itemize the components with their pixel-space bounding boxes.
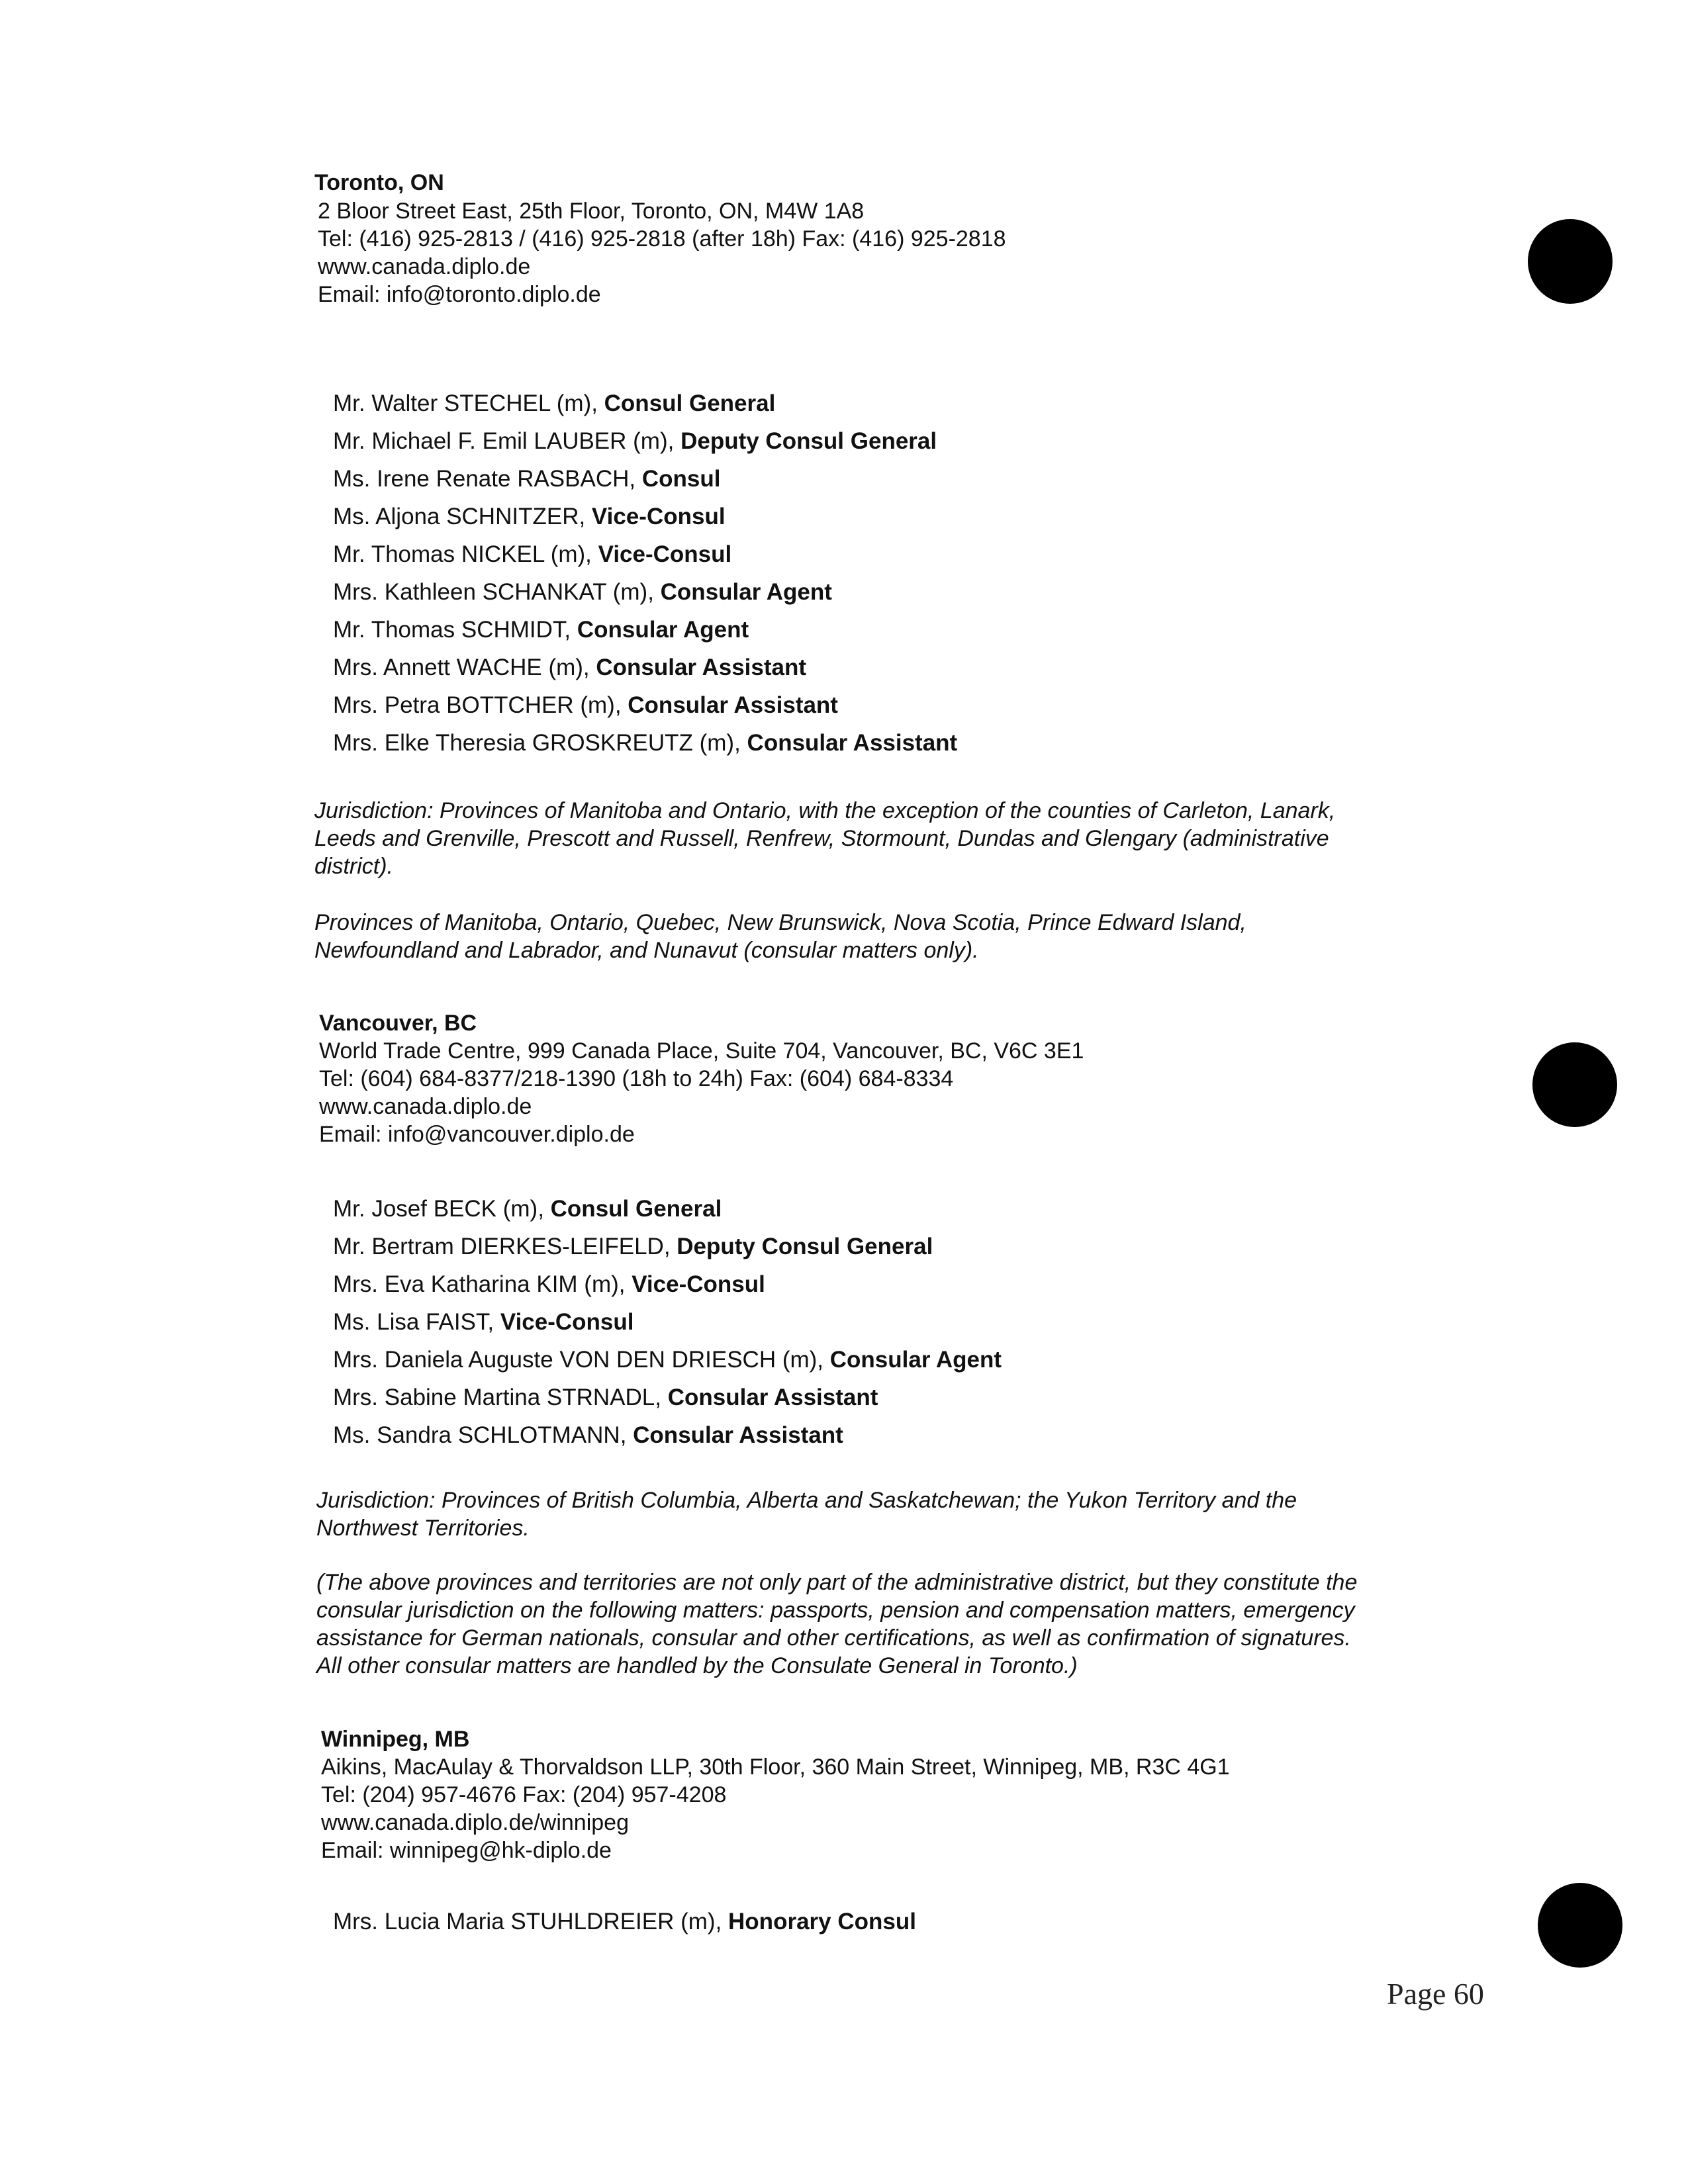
- staff-entry: [333, 541, 731, 569]
- staff-title: Consular Assistant: [633, 1422, 843, 1448]
- staff-entry: [333, 1233, 933, 1261]
- staff-title: Vice-Consul: [591, 504, 726, 529]
- address-line: Aikins, MacAulay & Thorvaldson LLP, 30th Floor, 360 Main Street, Winnipeg, MB, R3C 4G1: [321, 1754, 1230, 1780]
- jurisdiction-note: Provinces of Manitoba, Ontario, Quebec, New Brunswick, Nova Scotia, Prince Edward Island,: [314, 910, 1246, 935]
- staff-entry: [333, 1384, 878, 1412]
- staff-entry: [333, 1308, 634, 1336]
- staff-name: Ms. Lisa FAIST,: [333, 1309, 500, 1335]
- staff-title: Deputy Consul General: [680, 428, 937, 454]
- jurisdiction-note: Leeds and Grenville, Prescott and Russell, Renfrew, Stormount, Dundas and Glengary (administrative: [314, 826, 1329, 851]
- city-heading: Vancouver, BC: [319, 1011, 477, 1036]
- city-heading: Toronto, ON: [314, 170, 444, 195]
- staff-name: Ms. Irene Renate RASBACH,: [333, 466, 642, 492]
- staff-name: Mrs. Daniela Auguste VON DEN DRIESCH (m),: [333, 1347, 830, 1373]
- staff-name: Mrs. Eva Katharina KIM (m),: [333, 1271, 632, 1297]
- email-line: Email: winnipeg@hk-diplo.de: [321, 1838, 612, 1863]
- staff-name: Mr. Thomas NICKEL (m),: [333, 541, 598, 567]
- phone-line: Tel: (416) 925-2813 / (416) 925-2818 (after 18h) Fax: (416) 925-2818: [318, 226, 1006, 251]
- jurisdiction-note: district).: [314, 854, 393, 879]
- staff-title: Vice-Consul: [598, 541, 732, 567]
- city-heading: Winnipeg, MB: [321, 1727, 470, 1752]
- staff-name: Mr. Bertram DIERKES-LEIFELD,: [333, 1234, 677, 1259]
- jurisdiction-note: All other consular matters are handled by the Consulate General in Toronto.): [316, 1653, 1078, 1678]
- punch-hole: [1528, 219, 1613, 304]
- address-line: World Trade Centre, 999 Canada Place, Suite 704, Vancouver, BC, V6C 3E1: [319, 1038, 1084, 1064]
- jurisdiction-note: (The above provinces and territories are not only part of the administrative district, but they constitute the: [316, 1570, 1358, 1595]
- staff-entry: [333, 503, 726, 531]
- jurisdiction-note: Northwest Territories.: [316, 1516, 530, 1541]
- email-line: Email: info@toronto.diplo.de: [318, 282, 601, 307]
- jurisdiction-note: Jurisdiction: Provinces of Manitoba and Ontario, with the exception of the counties of Carleton, Lanark,: [314, 798, 1336, 823]
- staff-name: Mrs. Sabine Martina STRNADL,: [333, 1385, 668, 1410]
- staff-title: Consular Agent: [577, 617, 749, 643]
- staff-entry: [333, 465, 720, 493]
- punch-hole: [1538, 1883, 1622, 1968]
- address-line: 2 Bloor Street East, 25th Floor, Toronto, ON, M4W 1A8: [318, 199, 865, 224]
- staff-title: Consular Assistant: [747, 730, 958, 756]
- staff-title: Deputy Consul General: [677, 1234, 933, 1259]
- phone-line: Tel: (204) 957-4676 Fax: (204) 957-4208: [321, 1782, 727, 1807]
- staff-title: Consular Assistant: [628, 692, 838, 718]
- staff-title: Consul General: [550, 1196, 722, 1222]
- punch-hole: [1532, 1042, 1617, 1127]
- staff-name: Mr. Walter STECHEL (m),: [333, 390, 604, 416]
- staff-entry: [333, 654, 806, 682]
- staff-title: Honorary Consul: [728, 1909, 916, 1934]
- staff-title: Consular Assistant: [596, 655, 807, 680]
- staff-entry: [333, 1346, 1002, 1374]
- staff-name: Mr. Josef BECK (m),: [333, 1196, 551, 1222]
- website-line: www.canada.diplo.de: [318, 254, 531, 279]
- staff-entry: [333, 1422, 843, 1449]
- jurisdiction-note: assistance for German nationals, consular and other certifications, as well as confirmation of signatures.: [316, 1625, 1351, 1651]
- staff-name: Mrs. Petra BOTTCHER (m),: [333, 692, 628, 718]
- staff-entry: [333, 729, 957, 757]
- staff-name: Mrs. Lucia Maria STUHLDREIER (m),: [333, 1909, 729, 1934]
- jurisdiction-note: consular jurisdiction on the following matters: passports, pension and compensation matters, emergency: [316, 1598, 1355, 1623]
- email-line: Email: info@vancouver.diplo.de: [319, 1122, 635, 1147]
- staff-title: Vice-Consul: [632, 1271, 765, 1297]
- staff-title: Consul General: [604, 390, 776, 416]
- staff-entry: [333, 616, 749, 644]
- jurisdiction-note: Jurisdiction: Provinces of British Columbia, Alberta and Saskatchewan; the Yukon Territory and the: [316, 1488, 1297, 1513]
- staff-entry: [333, 1908, 916, 1936]
- staff-name: Mrs. Annett WACHE (m),: [333, 655, 596, 680]
- website-line: www.canada.diplo.de/winnipeg: [321, 1810, 629, 1835]
- staff-title: Consul: [641, 466, 721, 492]
- staff-name: Mrs. Elke Theresia GROSKREUTZ (m),: [333, 730, 747, 756]
- staff-name: Ms. Sandra SCHLOTMANN,: [333, 1422, 633, 1448]
- staff-title: Consular Agent: [660, 579, 832, 605]
- staff-title: Consular Agent: [829, 1347, 1002, 1373]
- staff-name: Mrs. Kathleen SCHANKAT (m),: [333, 579, 661, 605]
- phone-line: Tel: (604) 684-8377/218-1390 (18h to 24h) Fax: (604) 684-8334: [319, 1066, 954, 1091]
- staff-title: Consular Assistant: [667, 1385, 878, 1410]
- website-line: www.canada.diplo.de: [319, 1094, 532, 1119]
- staff-title: Vice-Consul: [500, 1309, 634, 1335]
- staff-entry: [333, 578, 832, 606]
- staff-entry: [333, 390, 775, 418]
- staff-name: Mr. Michael F. Emil LAUBER (m),: [333, 428, 681, 454]
- page-number: Page 60: [1387, 1977, 1484, 2011]
- staff-entry: [333, 1195, 722, 1223]
- staff-entry: [333, 692, 838, 719]
- staff-entry: [333, 428, 937, 455]
- staff-name: Ms. Aljona SCHNITZER,: [333, 504, 592, 529]
- staff-name: Mr. Thomas SCHMIDT,: [333, 617, 577, 643]
- jurisdiction-note: Newfoundland and Labrador, and Nunavut (consular matters only).: [314, 938, 979, 963]
- staff-entry: [333, 1271, 765, 1298]
